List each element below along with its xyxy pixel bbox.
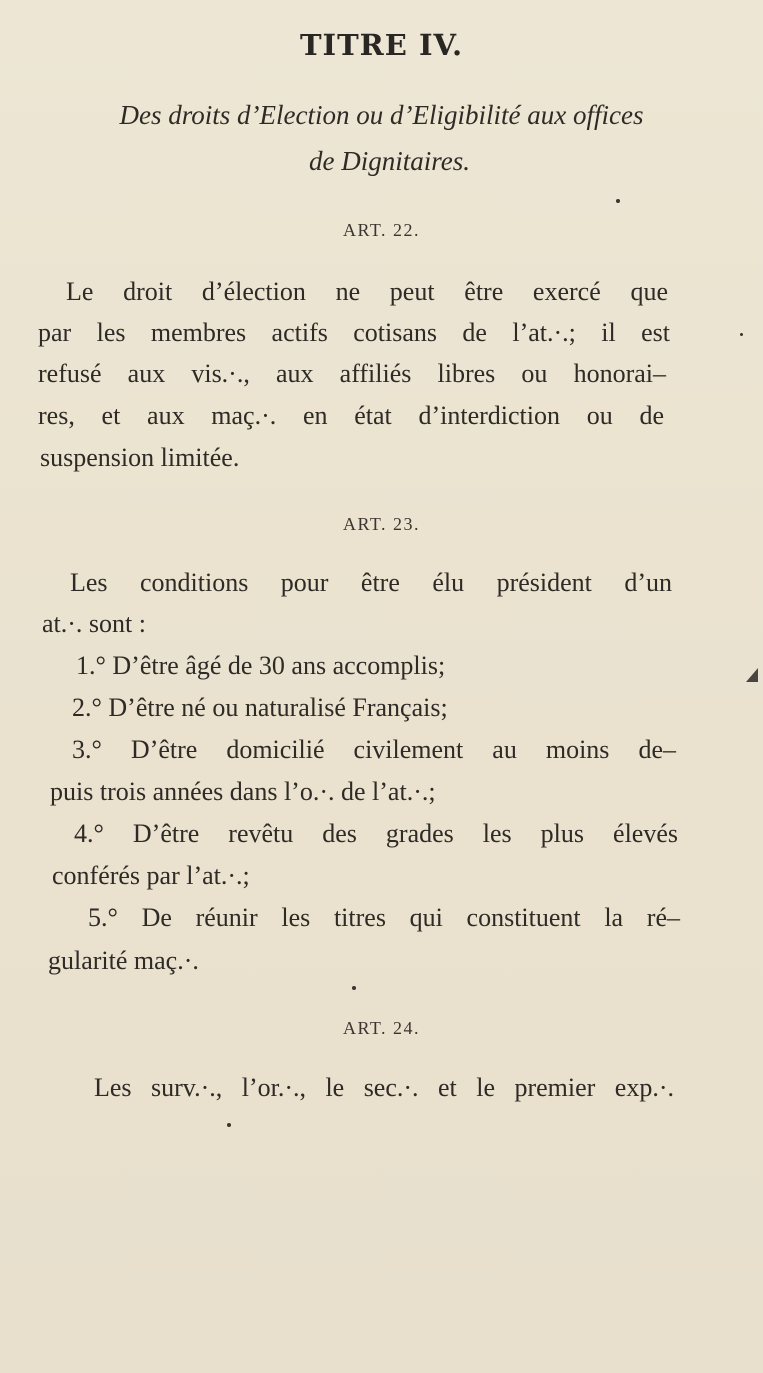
page-speck xyxy=(352,986,356,990)
page-speck xyxy=(740,333,743,336)
article-23-line-2: at.·. sont : xyxy=(42,609,146,638)
chapter-subtitle-line-2: de Dignitaires. xyxy=(309,146,470,176)
article-22-heading: ART. 22. xyxy=(342,220,421,240)
article-22-line-3: refusé aux vis.·., aux affiliés libres ou honorai– xyxy=(38,359,666,388)
article-22-line-5: suspension limitée. xyxy=(40,443,240,472)
page-edge-mark xyxy=(746,668,758,682)
article-23-item-5-cont: gularité maç.·. xyxy=(48,946,199,975)
article-23-item-1: 1.° D’être âgé de 30 ans accomplis; xyxy=(76,651,446,680)
article-23-item-2: 2.° D’être né ou naturalisé Français; xyxy=(72,693,448,722)
article-24-line-1: Les surv.·., l’or.·., le sec.·. et le premier exp.·. xyxy=(94,1073,674,1102)
article-24-heading: ART. 24. xyxy=(342,1018,421,1038)
article-23-item-3-cont: puis trois années dans l’o.·. de l’at.·.; xyxy=(50,777,436,806)
article-23-line-1: Les conditions pour être élu président d’un xyxy=(70,568,672,597)
chapter-title: TITRE IV. xyxy=(299,28,464,62)
chapter-subtitle-line-1: Des droits d’Election ou d’Eligibilité aux offices xyxy=(119,100,644,130)
article-22-line-2: par les membres actifs cotisans de l’at.·.; il est xyxy=(38,318,670,347)
article-22-line-4: res, et aux maç.·. en état d’interdiction ou de xyxy=(38,401,664,430)
page-speck xyxy=(227,1123,231,1127)
article-23-item-5: 5.° De réunir les titres qui constituent la ré– xyxy=(88,903,680,932)
article-22-line-1: Le droit d’élection ne peut être exercé que xyxy=(66,277,668,306)
article-23-item-4: 4.° D’être revêtu des grades les plus élevés xyxy=(74,819,678,848)
article-23-item-4-cont: conférés par l’at.·.; xyxy=(52,861,250,890)
page-speck xyxy=(616,199,620,203)
article-23-item-3: 3.° D’être domicilié civilement au moins de– xyxy=(72,735,676,764)
article-23-heading: ART. 23. xyxy=(342,514,421,534)
